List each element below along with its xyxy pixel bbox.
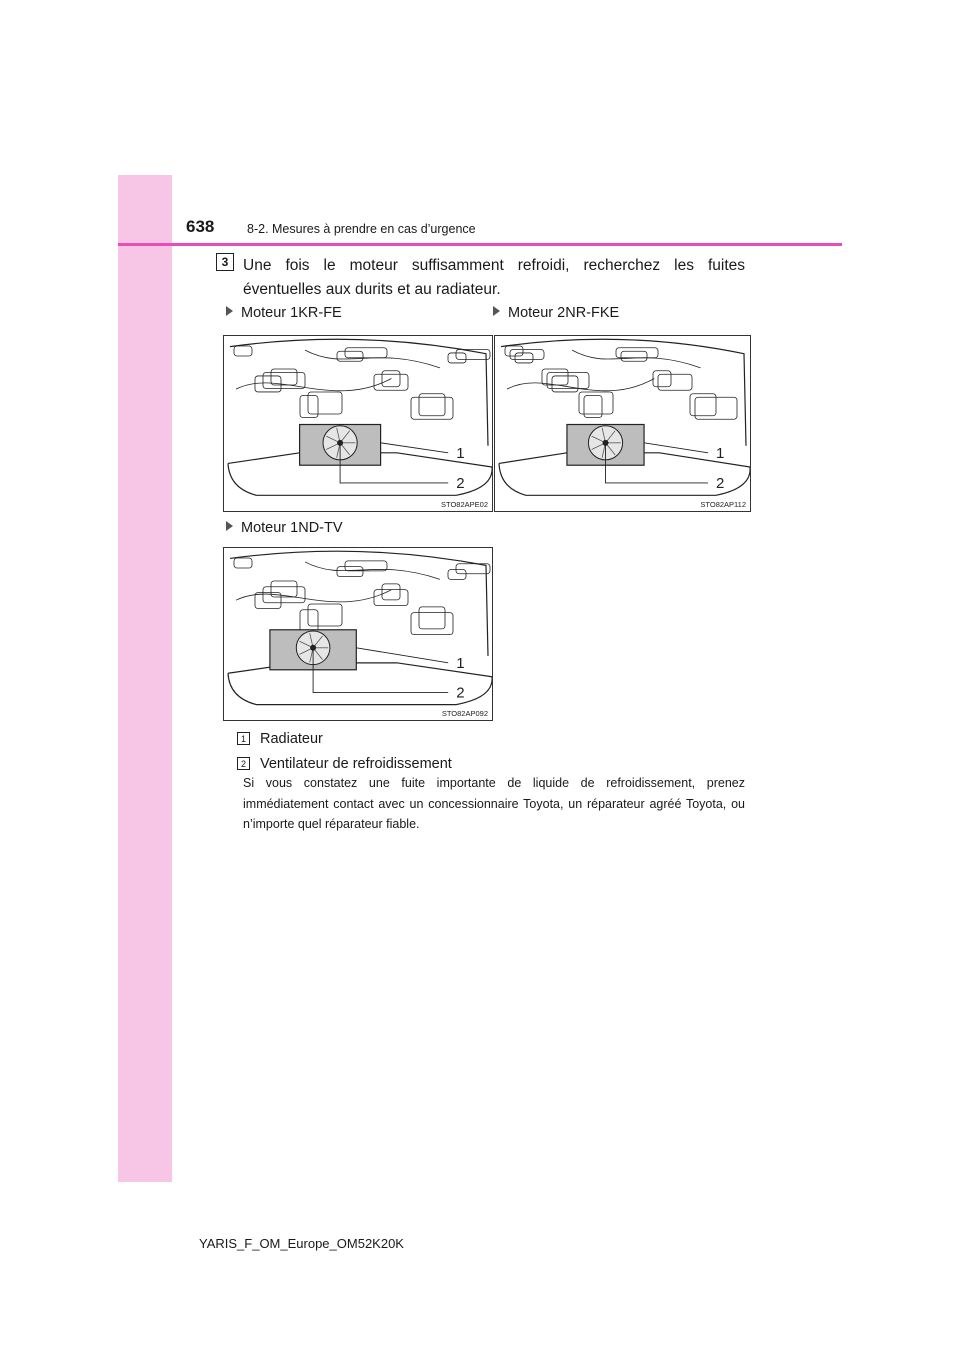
figure-code: STO82AP112 [700,500,746,509]
engine-part [337,567,363,577]
legend-number-badge: 1 [237,732,250,745]
engine-part [234,346,252,356]
legend-number-badge: 2 [237,757,250,770]
figure-1nd-tv-engine [223,547,493,721]
figure-caption-1nd-tv [226,520,343,536]
figure-caption-text: Moteur 1KR-FE [241,305,342,321]
figure-code: STO82AP092 [441,709,488,718]
note-text: Si vous constatez une fuite importante de liquide de refroidissement, prenez immédiatement contact avec un concessionnaire Toyota, un réparateur agréé Toyota, ou n’importe quel réparateur fiable. [243,776,745,831]
engine-part [552,376,578,392]
section-title: 8-2. Mesures à prendre en cas d’urgence [247,222,476,236]
engine-part [374,590,408,606]
callout-2-label: 2 [456,474,465,492]
engine-part [374,374,408,390]
engine-part [621,351,647,361]
engine-illustration [224,548,493,721]
engine-part [345,348,387,358]
triangle-bullet-icon [226,521,233,531]
figure-code: STO82APE02 [441,500,488,509]
bumper-lower [499,463,750,495]
figure-caption-text: Moteur 1ND-TV [241,520,343,536]
page-number: 638 [186,217,215,236]
engine-part [419,607,445,629]
hose-line [236,590,391,602]
engine-part [300,610,318,632]
callout-1-label: 1 [456,444,465,462]
hose-line [305,350,440,368]
engine-part [308,604,342,626]
triangle-bullet-icon [226,306,233,316]
engine-part [448,570,466,580]
callout-leader-1 [356,648,448,663]
step-text: Une fois le moteur suffisamment refroidi, recherchez les fuites éventuelles aux durits et au radiateur. [243,257,745,298]
figure-caption-2nr-fke [493,305,619,321]
figure-1kr-fe-engine [223,335,493,512]
engine-part [658,374,692,390]
bumper-lower [228,463,492,495]
bumper-lower [228,673,492,704]
header-rule [118,243,842,246]
figure-caption-1kr-fe [226,305,342,321]
engine-part [542,369,568,385]
figure-2nr-fke-engine [494,335,751,512]
legend-item-radiator: Radiateur [260,731,323,747]
legend-item-cooling-fan: Ventilateur de refroidissement [260,756,452,772]
hose-line [572,350,701,368]
engine-part [263,587,305,603]
hose-line [507,378,654,390]
engine-part [653,371,671,387]
engine-part [382,584,400,600]
engine-part [234,558,252,568]
callout-leader-1 [381,443,449,453]
callout-1-label: 1 [716,444,725,462]
engine-illustration [224,336,493,512]
engine-part [505,346,523,356]
callout-2-label: 2 [716,474,725,492]
hose-line [236,378,391,390]
footer-document-code: YARIS_F_OM_Europe_OM52K20K [199,1236,404,1251]
callout-1-label: 1 [456,654,465,672]
engine-part [271,369,297,385]
engine-part [616,348,658,358]
figure-caption-text: Moteur 2NR-FKE [508,305,620,321]
engine-illustration [495,336,751,512]
bumper-line [228,663,492,677]
engine-part [515,353,533,363]
callout-leader-1 [644,443,708,453]
step-number-badge: 3 [216,253,234,271]
engine-part [337,351,363,361]
engine-part [411,613,453,635]
callout-2-label: 2 [456,684,465,702]
page-sidebar-tab [118,175,172,1182]
triangle-bullet-icon [493,306,500,316]
engine-part [448,353,466,363]
